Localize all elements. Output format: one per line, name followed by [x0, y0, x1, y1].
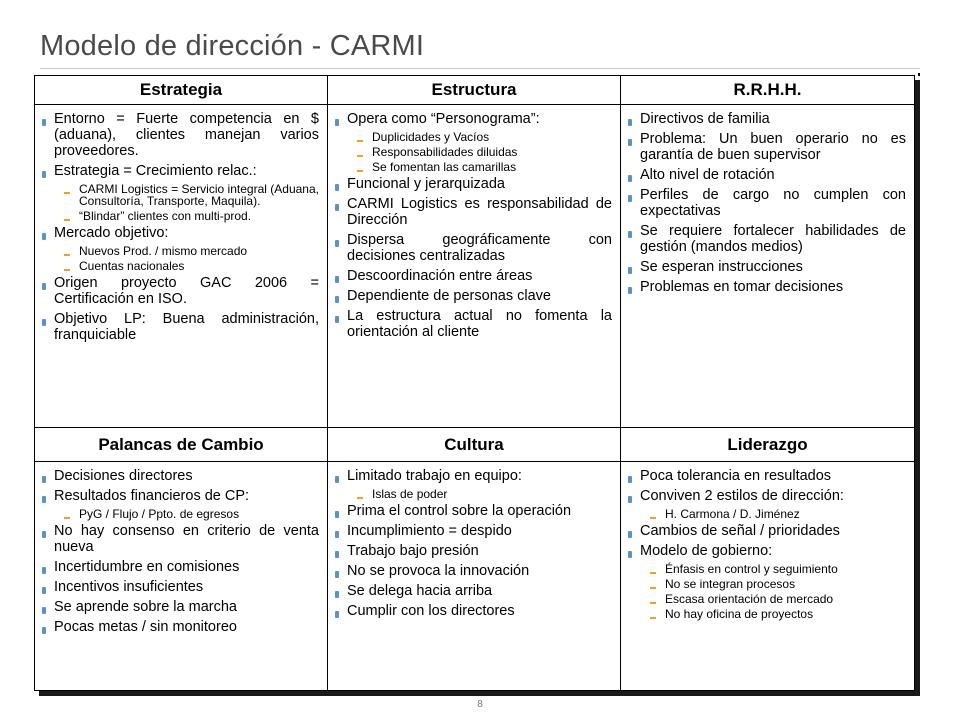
bullet-icon	[42, 496, 46, 503]
bullet-icon	[335, 571, 339, 578]
sub-list-item: PyG / Flujo / Ppto. de egresos	[42, 508, 319, 520]
cell-palancas-de-cambio	[35, 462, 328, 690]
bullet-icon	[335, 531, 339, 538]
list-item: Descoordinación entre áreas	[335, 268, 612, 284]
sub-list-item: “Blindar” clientes con multi-prod.	[42, 210, 319, 222]
bullet-icon	[335, 184, 339, 191]
list-item: Prima el control sobre la operación	[335, 503, 612, 519]
dash-icon	[64, 517, 70, 519]
list-item: Incumplimiento = despido	[335, 523, 612, 539]
bullet-icon	[628, 267, 632, 274]
list-item: Directivos de familia	[628, 111, 906, 127]
list-item: Se requiere fortalecer habilidades de gestión (mandos medios)	[628, 223, 906, 255]
header-estrategia: Estrategia	[35, 76, 328, 105]
list-item: Incertidumbre en comisiones	[42, 559, 319, 575]
list-item: Funcional y jerarquizada	[335, 176, 612, 192]
bullet-icon	[335, 240, 339, 247]
list-item: Dependiente de personas clave	[335, 288, 612, 304]
bullet-icon	[335, 511, 339, 518]
sub-list-item: Énfasis en control y seguimiento	[628, 563, 906, 575]
sub-list-item: Duplicidades y Vacíos	[335, 131, 612, 143]
cell-liderazgo	[621, 462, 914, 690]
list-item: Trabajo bajo presión	[335, 543, 612, 559]
bullet-icon	[42, 119, 46, 126]
bullet-icon	[628, 476, 632, 483]
list-item: No hay consenso en criterio de venta nueva	[42, 523, 319, 555]
dash-icon	[64, 269, 70, 271]
list-item: CARMI Logistics es responsabilidad de Dirección	[335, 196, 612, 228]
cell-estrategia	[35, 105, 328, 428]
list-item: Cumplir con los directores	[335, 603, 612, 619]
sub-list-item: Responsabilidades diluidas	[335, 146, 612, 158]
bullet-icon	[335, 119, 339, 126]
sub-list-item: CARMI Logistics = Servicio integral (Aduana, Consultoría, Transporte, Maquila).	[42, 183, 319, 207]
bullet-icon	[628, 139, 632, 146]
bullet-icon	[628, 531, 632, 538]
bullet-icon	[628, 231, 632, 238]
dash-icon	[357, 140, 363, 142]
bullet-icon	[628, 496, 632, 503]
sub-list-item: Escasa orientación de mercado	[628, 593, 906, 605]
sub-list-item: H. Carmona / D. Jiménez	[628, 508, 906, 520]
header-liderazgo: Liderazgo	[621, 428, 914, 462]
dash-icon	[650, 587, 656, 589]
bullet-icon	[42, 587, 46, 594]
bullet-icon	[335, 476, 339, 483]
bullet-icon	[42, 283, 46, 290]
list-item: Limitado trabajo en equipo:	[335, 468, 612, 484]
dash-icon	[650, 517, 656, 519]
dash-icon	[650, 572, 656, 574]
sub-list-item: No se integran procesos	[628, 578, 906, 590]
cell-estructura	[328, 105, 621, 428]
list-item: Perfiles de cargo no cumplen con expectativas	[628, 187, 906, 219]
list-item: Alto nivel de rotación	[628, 167, 906, 183]
header-estructura: Estructura	[328, 76, 621, 105]
bullet-icon	[628, 119, 632, 126]
list-item: Poca tolerancia en resultados	[628, 468, 906, 484]
list-item: Se esperan instrucciones	[628, 259, 906, 275]
list-item: Problemas en tomar decisiones	[628, 279, 906, 295]
bullet-icon	[335, 551, 339, 558]
bullet-icon	[628, 287, 632, 294]
dash-icon	[357, 170, 363, 172]
bullet-icon	[335, 611, 339, 618]
header-palancas-de-cambio: Palancas de Cambio	[35, 428, 328, 462]
header-rrhh: R.R.H.H.	[621, 76, 914, 105]
bullet-icon	[42, 607, 46, 614]
list-item: Origen proyecto GAC 2006 = Certificación en ISO.	[42, 275, 319, 307]
bullet-icon	[42, 319, 46, 326]
list-item: Estrategia = Crecimiento relac.:	[42, 163, 319, 179]
dash-icon	[64, 219, 70, 221]
list-item: Problema: Un buen operario no es garantía de buen supervisor	[628, 131, 906, 163]
list-item: Incentivos insuficientes	[42, 579, 319, 595]
bullet-icon	[42, 476, 46, 483]
list-item: Objetivo LP: Buena administración, franquiciable	[42, 311, 319, 343]
page-number: 8	[477, 699, 483, 710]
bullet-icon	[628, 551, 632, 558]
bullet-icon	[335, 204, 339, 211]
list-item: Resultados financieros de CP:	[42, 488, 319, 504]
list-item: La estructura actual no fomenta la orientación al cliente	[335, 308, 612, 340]
dash-icon	[357, 497, 363, 499]
bullet-icon	[335, 591, 339, 598]
list-item: Se delega hacia arriba	[335, 583, 612, 599]
bullet-icon	[42, 233, 46, 240]
sub-list-item: Se fomentan las camarillas	[335, 161, 612, 173]
bullet-icon	[42, 567, 46, 574]
sub-list-item: Cuentas nacionales	[42, 260, 319, 272]
slide-title: Modelo de dirección - CARMI	[40, 30, 425, 62]
cell-cultura	[328, 462, 621, 690]
header-cultura: Cultura	[328, 428, 621, 462]
bullet-icon	[628, 175, 632, 182]
sub-list-item: Nuevos Prod. / mismo mercado	[42, 245, 319, 257]
sub-list-item: No hay oficina de proyectos	[628, 608, 906, 620]
cell-rrhh	[621, 105, 914, 428]
dash-icon	[64, 192, 70, 194]
bullet-icon	[42, 531, 46, 538]
list-item: Se aprende sobre la marcha	[42, 599, 319, 615]
list-item: Decisiones directores	[42, 468, 319, 484]
dash-icon	[650, 602, 656, 604]
bullet-icon	[335, 316, 339, 323]
list-item: Modelo de gobierno:	[628, 543, 906, 559]
bullet-icon	[628, 195, 632, 202]
list-item: Conviven 2 estilos de dirección:	[628, 488, 906, 504]
sub-list-item: Islas de poder	[335, 488, 612, 500]
list-item: Mercado objetivo:	[42, 225, 319, 241]
bullet-icon	[335, 296, 339, 303]
list-item: Cambios de señal / prioridades	[628, 523, 906, 539]
list-item: No se provoca la innovación	[335, 563, 612, 579]
dash-icon	[357, 155, 363, 157]
bullet-icon	[42, 171, 46, 178]
management-model-matrix	[34, 75, 915, 691]
dash-icon	[650, 617, 656, 619]
list-item: Entorno = Fuerte competencia en $ (aduana), clientes manejan varios proveedores.	[42, 111, 319, 159]
list-item: Dispersa geográficamente con decisiones centralizadas	[335, 232, 612, 264]
list-item: Pocas metas / sin monitoreo	[42, 619, 319, 635]
bullet-icon	[335, 276, 339, 283]
bullet-icon	[42, 627, 46, 634]
dash-icon	[64, 254, 70, 256]
list-item: Opera como “Personograma”:	[335, 111, 612, 127]
